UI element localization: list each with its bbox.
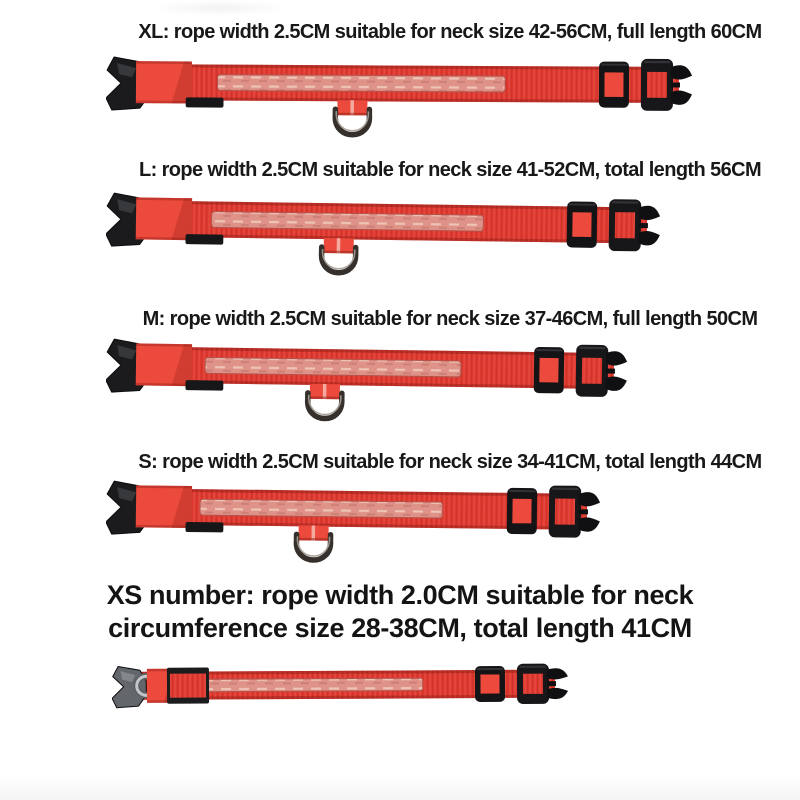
collar-photo-xl [106, 56, 693, 161]
size-description-xs [0, 579, 800, 645]
size-description-m: M: rope width 2.5CM suitable for neck size 37-46CM, full length 50CM [142, 308, 758, 330]
size-description-xl: XL: rope width 2.5CM suitable for neck size 42-56CM, full length 60CM [138, 21, 762, 43]
size-description-l: L: rope width 2.5CM suitable for neck size 41-52CM, total length 56CM [138, 159, 762, 181]
background-smudge [150, 0, 290, 16]
collar-photo-l [106, 190, 661, 295]
collar-photo-xs [112, 660, 569, 729]
collar-photo-s [106, 478, 601, 583]
background-smudge [0, 774, 800, 800]
size-description-xs-line1: XS number: rope width 2.0CM suitable for neck [106, 580, 694, 610]
size-description-s: S: rope width 2.5CM suitable for neck size 34-41CM, total length 44CM [138, 451, 762, 473]
size-description-xs-line2: circumference size 28-38CM, total length 41CM [108, 613, 692, 643]
collar-photo-m [106, 336, 628, 441]
